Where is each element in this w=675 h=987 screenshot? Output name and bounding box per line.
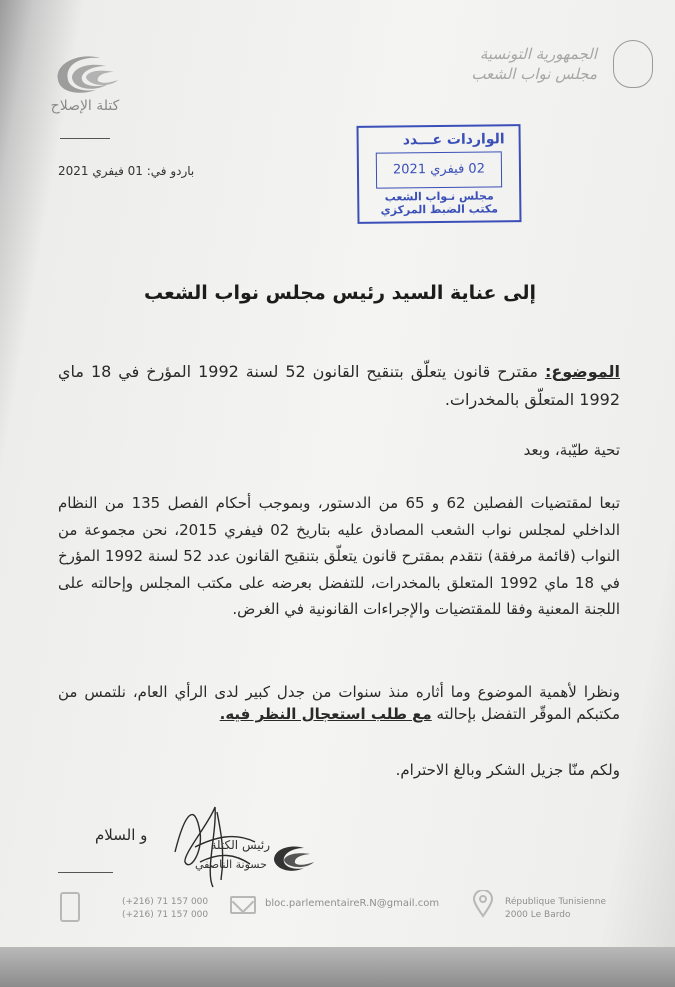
paragraph-2-text: ونظرا لأهمية الموضوع وما أثاره منذ سنوات من جدل كبير لدى الرأي العام، نلتمس من مكتبكم الموقّر التفضل بإحالته: [58, 683, 620, 723]
small-bloc-logo-icon: [270, 840, 320, 880]
letterhead-footer: [0, 888, 675, 928]
stamp-line-1: مجلس نـواب الشعب: [384, 189, 494, 204]
footer-address: [505, 896, 606, 922]
address-line-2: 2000 Le Bardo: [505, 910, 571, 920]
body-paragraph-1: تبعا لمقتضيات الفصلين 62 و 65 من الدستور، وبموجب أحكام الفصل 135 من النظام الداخلي لمجلس نواب الشعب المصادق عليه بتاريخ 02 فيفري 2015، نحن مجموعة من النواب (قائمة مرفقة) نتقدم بمقترح قانون يتعلّق بتنقيح القانون عدد 52 لسنة 1992 المؤرخ في 18 ماي 1992 المتعلق بالمخدرات، للتفضل بعرضه على مكتب المجلس وإحالته على اللجنة المعنية وفقا للمقتضيات والإجراءات القانونية في الغرض.: [58, 494, 621, 618]
subject-text: مقترح قانون يتعلّق بتنقيح القانون 52 لسنة 1992 المؤرخ في 18 ماي 1992 المتعلّق بالمخدرات.: [58, 362, 620, 409]
assembly-name: مجلس نواب الشعب: [471, 65, 597, 83]
phone-number-2: (+216) 71 157 000: [122, 910, 209, 920]
paragraph-2-emphasis: مع طلب استعجال النظر فيه.: [219, 705, 432, 723]
greeting: تحية طيّبة، وبعد: [523, 441, 620, 459]
phone-icon: [60, 892, 80, 922]
closing-line: ولكم منّا جزيل الشكر وبالغ الاحترام.: [395, 761, 620, 779]
parliament-header: [453, 40, 653, 100]
stamp-title: الواردات عـــدد: [402, 131, 505, 149]
signer-title: رئيس الكتلة: [210, 838, 270, 852]
address-line-1: République Tunisienne: [505, 897, 607, 907]
scan-bottom-edge: [0, 947, 675, 987]
phone-number-1: (+216) 71 157 000: [122, 897, 209, 907]
footer-divider: [58, 872, 113, 873]
footer-email: bloc.parlementaireR.N@gmail.com: [265, 898, 440, 909]
subject-line: [58, 358, 620, 414]
reform-bloc-logo: [40, 50, 130, 125]
logo-divider: [60, 138, 110, 139]
republic-name: الجمهورية التونسية: [479, 45, 597, 63]
letter-heading: إلى عناية السيد رئيس مجلس نواب الشعب: [143, 282, 537, 304]
left-logo-text: كتلة الإصلاح: [50, 98, 120, 114]
letter-date: باردو في: 01 فيفري 2021: [58, 164, 195, 178]
body-paragraph-2: [58, 681, 620, 725]
salutation: و السلام: [95, 826, 148, 844]
location-pin-icon: [472, 890, 494, 918]
crescent-logo-icon: [48, 50, 122, 96]
parliament-header-text: [467, 44, 597, 84]
stamp-date: 02 فيفري 2021: [376, 151, 502, 188]
incoming-mail-stamp: [356, 124, 521, 224]
mail-icon: [230, 896, 256, 914]
signer-name: حسونة الناصفي: [195, 858, 267, 871]
stamp-line-2: مكتب الضبط المركزي: [380, 202, 499, 217]
footer-phones: [122, 896, 208, 922]
tunisia-emblem-icon: [613, 40, 653, 88]
subject-label: الموضوع:: [544, 362, 621, 381]
